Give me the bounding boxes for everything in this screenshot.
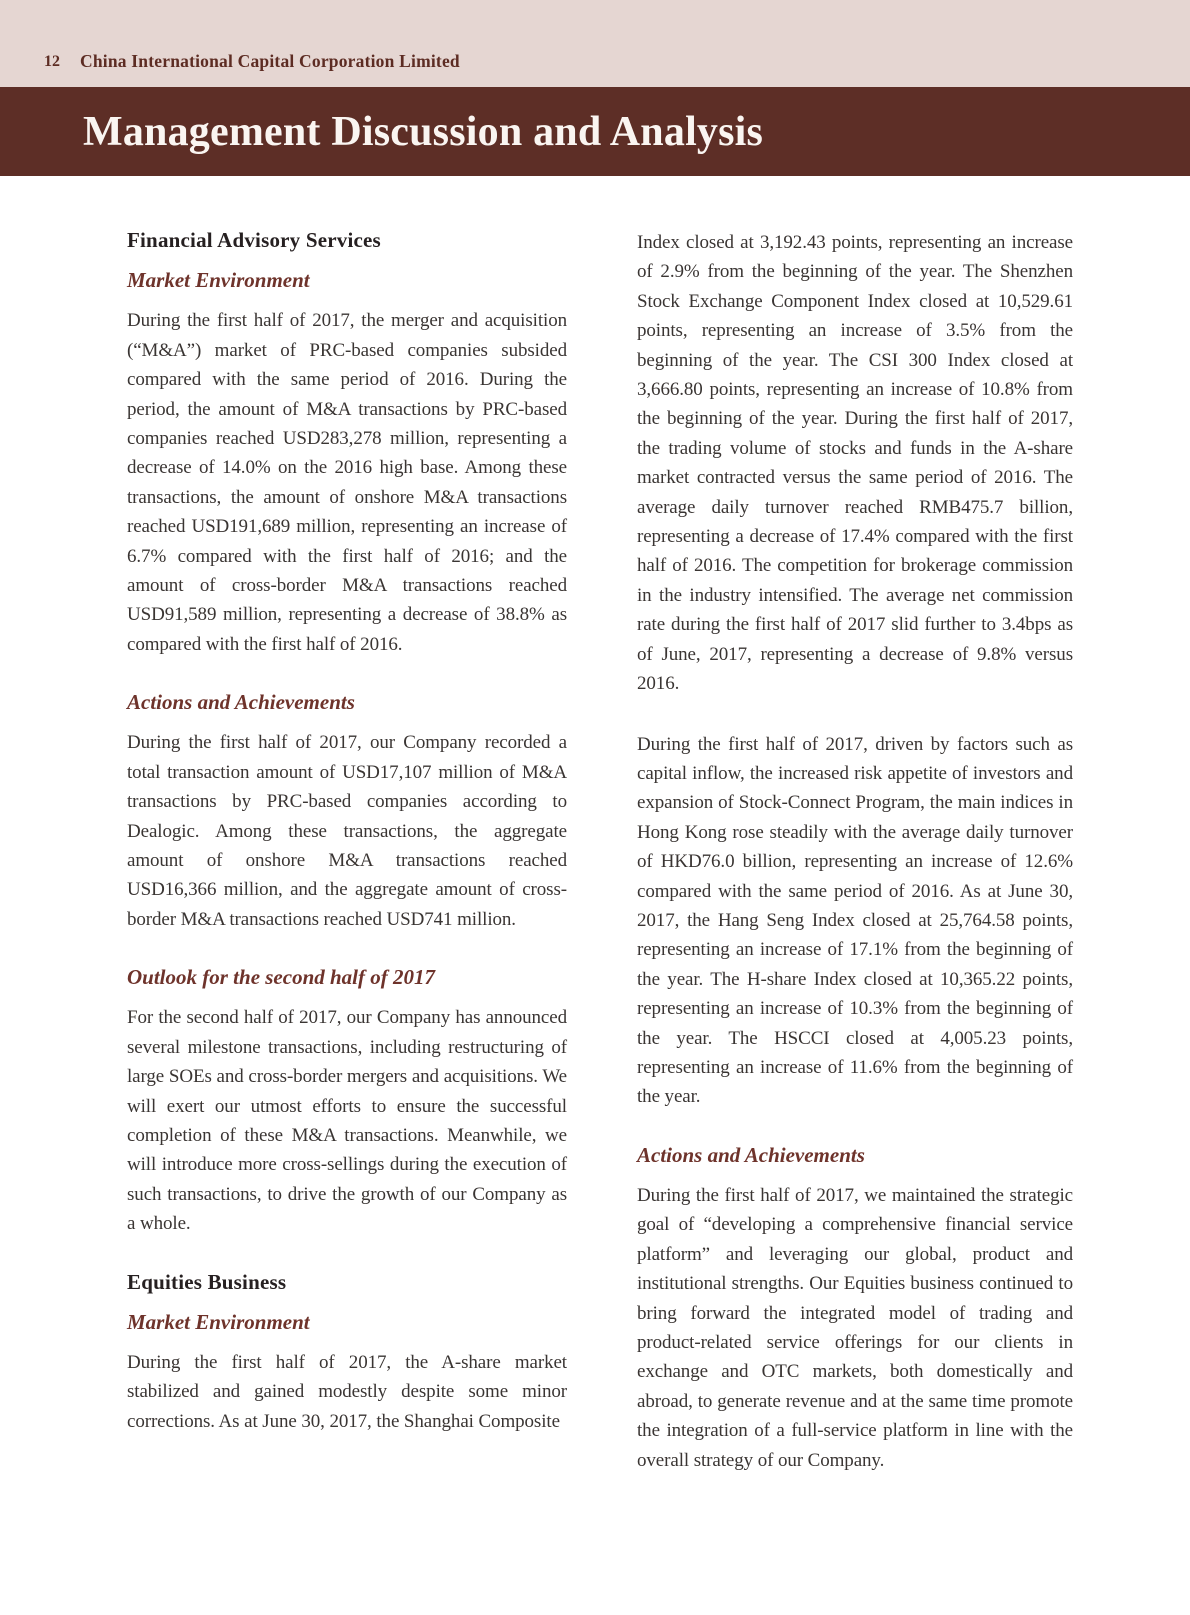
right-column — [637, 228, 1073, 1506]
section-heading-financial-advisory-services: Financial Advisory Services — [127, 228, 381, 252]
paragraph-ashare-indices: Index closed at 3,192.43 points, representing an increase of 2.9% from the beginning of the year. The Shenzhen Stock Exchange Component Index closed at 10,529.61 points, representing an increase of 3.5% from the beginning of the year. The CSI 300 Index closed at 3,666.80 points, representing an increase of 10.8% from the beginning of the year. During the first half of 2017, the trading volume of stocks and funds in the A-share market contracted versus the same period of 2016. The average daily turnover reached RMB475.7 billion, representing a decrease of 17.4% compared with the first half of 2016. The competition for brokerage commission in the industry intensified. The average net commission rate during the first half of 2017 slid further to 3.4bps as of June, 2017, representing a decrease of 9.8% versus 2016. — [637, 232, 1073, 695]
running-header — [0, 0, 1190, 87]
subheading-actions-achievements-1: Actions and Achievements — [127, 690, 355, 715]
title-banner — [0, 87, 1190, 176]
paragraph-equities-market-environment: During the first half of 2017, the A-share market stabilized and gained modestly despite some minor corrections. As at June 30, 2017, the Shanghai Composite — [127, 1352, 567, 1432]
paragraph-ma-market-environment: During the first half of 2017, the merger and acquisition (“M&A”) market of PRC-based companies subsided compared with the same period of 2016. During the period, the amount of M&A transactions by PRC-based companies reached USD283,278 million, representing a decrease of 14.0% on the 2016 high base. Among these transactions, the amount of onshore M&A transactions reached USD191,689 million, representing an increase of 6.7% compared with the first half of 2016; and the amount of cross-border M&A transactions reached USD91,589 million, representing a decrease of 38.8% as compared with the first half of 2016. — [127, 310, 567, 655]
left-column — [127, 228, 567, 1506]
paragraph-equities-actions-achievements: During the first half of 2017, we maintained the strategic goal of “developing a comprehensive financial service platform” and leveraging our global, product and institutional strengths. Our Equities business continued to bring forward the integrated model of trading and product-related service offerings for our clients in exchange and OTC markets, both domestically and abroad, to generate revenue and at the same time promote the integration of a full-service platform in line with the overall strategy of our Company. — [637, 1184, 1073, 1471]
page-number: 12 — [44, 53, 60, 70]
subheading-outlook-second-half-2017: Outlook for the second half of 2017 — [127, 965, 436, 990]
page-content — [0, 176, 1190, 1506]
paragraph-hongkong-indices: During the first half of 2017, driven by factors such as capital inflow, the increased risk appetite of investors and expansion of Stock-Connect Program, the main indices in Hong Kong rose steadily with the average daily turnover of HKD76.0 billion, representing an increase of 12.6% compared with the same period of 2016. As at June 30, 2017, the Hang Seng Index closed at 25,764.58 points, representing an increase of 17.1% from the beginning of the year. The H-share Index closed at 10,365.22 points, representing an increase of 10.3% from the beginning of the year. The HSCCI closed at 4,005.23 points, representing an increase of 11.6% from the beginning of the year. — [637, 733, 1073, 1108]
subheading-market-environment-1: Market Environment — [127, 268, 310, 293]
paragraph-ma-actions-achievements: During the first half of 2017, our Company recorded a total transaction amount of USD17,107 million of M&A transactions by PRC-based companies according to Dealogic. Among these transactions, the aggregate amount of onshore M&A transactions reached USD16,366 million, and the aggregate amount of cross-border M&A transactions reached USD741 million. — [127, 732, 567, 930]
subheading-market-environment-2: Market Environment — [127, 1309, 310, 1334]
page-title: Management Discussion and Analysis — [83, 108, 764, 155]
paragraph-outlook: For the second half of 2017, our Company has announced several milestone transactions, including restructuring of large SOEs and cross-border mergers and acquisitions. We will exert our utmost efforts to ensure the successful completion of these M&A transactions. Meanwhile, we will introduce more cross-sellings during the execution of such transactions, to drive the growth of our Company as a whole. — [127, 1007, 567, 1235]
subheading-actions-achievements-2: Actions and Achievements — [637, 1142, 865, 1167]
section-heading-equities-business: Equities Business — [127, 1269, 287, 1294]
company-name: China International Capital Corporation Limited — [80, 50, 460, 71]
